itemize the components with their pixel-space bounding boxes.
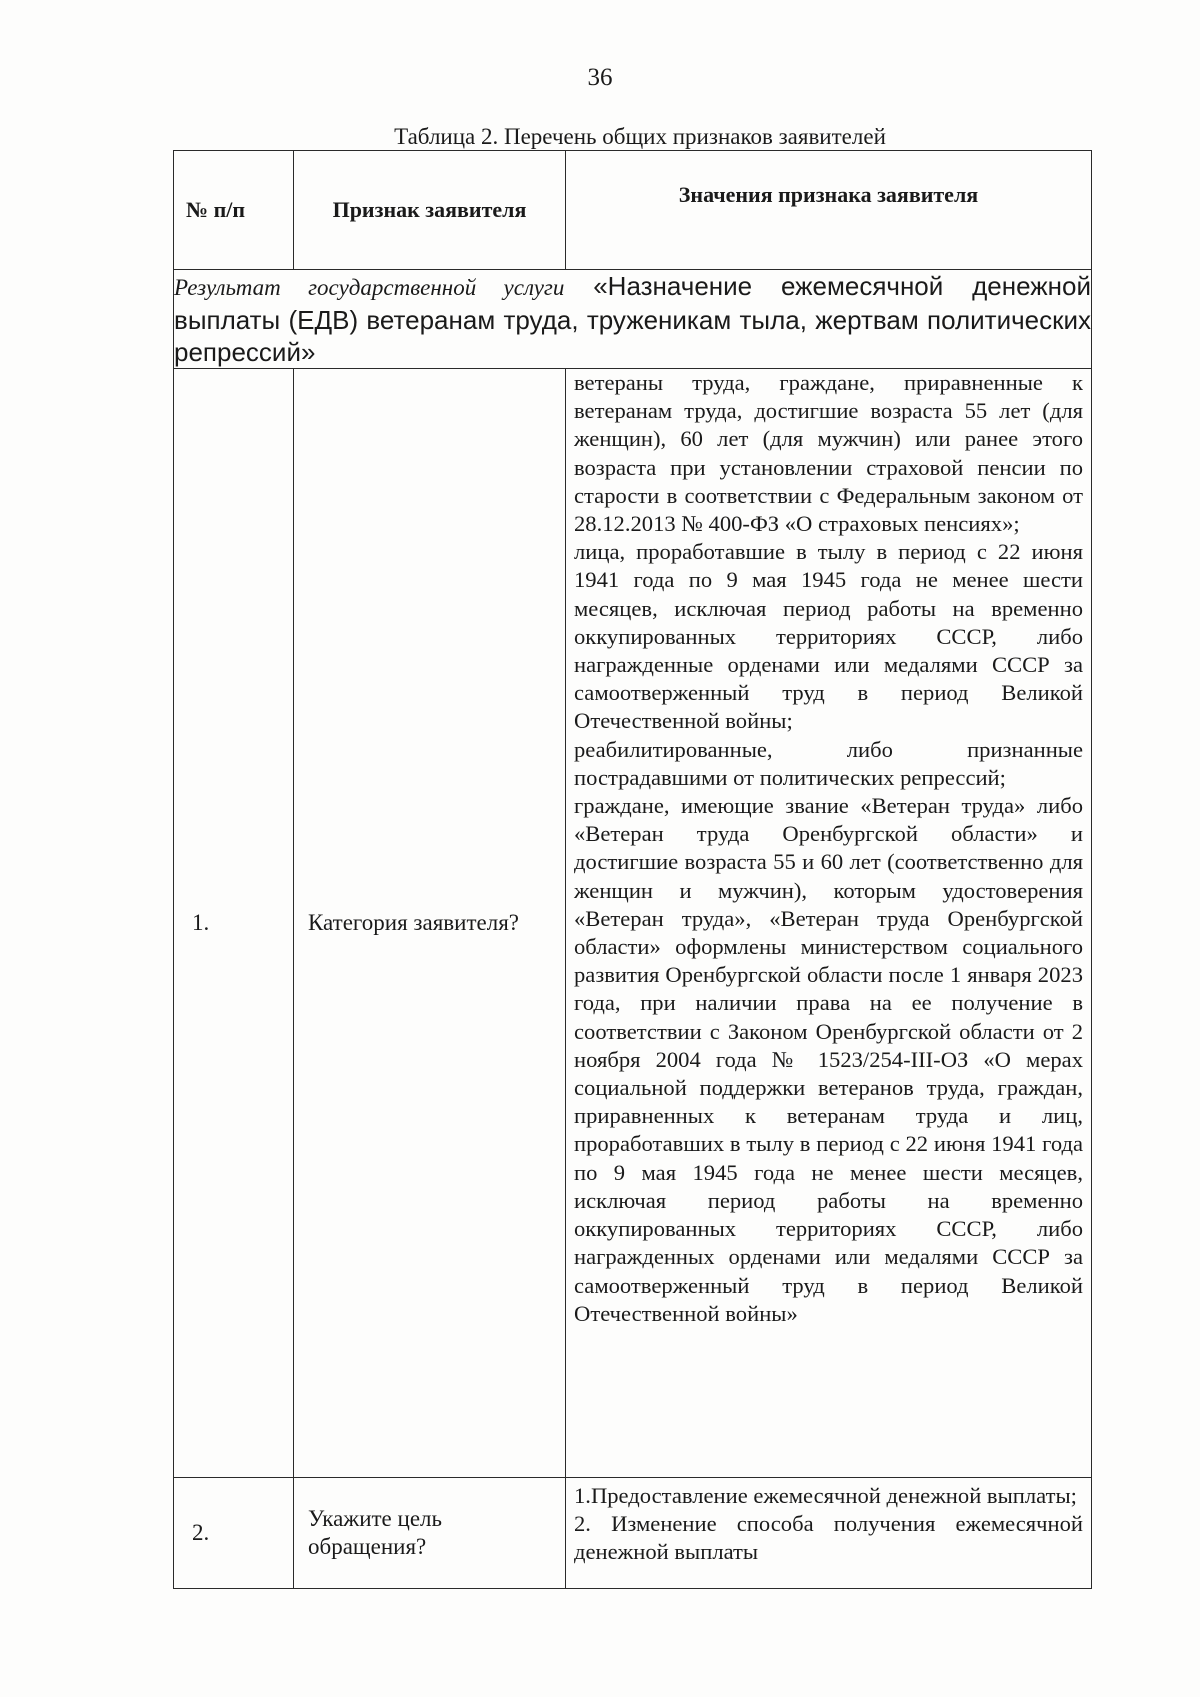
row-number: 2. [174, 1478, 294, 1589]
value-paragraph: ветераны труда, граждане, приравненные к ветеранам труда, достигшие возраста 55 лет (для женщин), 60 лет (для мужчин) или ранее этого возраста при установлении страховой пенсии по старости в соответствии с Федеральным законом от 28.12.2013 № 400-ФЗ «О страховых пенсиях»; [574, 370, 1083, 537]
row-attribute: Категория заявителя? [294, 369, 566, 1478]
service-result-cell [174, 270, 1092, 369]
header-num: № п/п [174, 151, 294, 270]
value-paragraph: реабилитированные, либо признанные пострадавшими от политических репрессий; [574, 736, 1083, 790]
table-row [174, 369, 1092, 1478]
page-number: 36 [587, 64, 613, 91]
header-attribute: Признак заявителя [294, 151, 566, 270]
service-result-lead: Результат государственной услуги [174, 275, 565, 300]
row-values [566, 1478, 1092, 1589]
row-number: 1. [174, 369, 294, 1478]
service-result-text: «Назначение ежемесячной денежной выплаты (ЕДВ) ветеранам труда, труженикам тыла, жертвам политических репрессий» [174, 271, 1091, 367]
row-attribute: Укажите цель обращения? [294, 1478, 566, 1589]
applicant-attributes-table [173, 150, 1092, 1589]
service-result-row [174, 270, 1092, 369]
value-paragraph: 2. Изменение способа получения ежемесячной денежной выплаты [574, 1511, 1083, 1565]
value-paragraph: лица, проработавшие в тылу в период с 22 июня 1941 года по 9 мая 1945 года не менее шести месяцев, исключая период работы на временно оккупированных территориях СССР, либо награжденные орденами или медалями СССР за самоотверженный труд в период Великой Отечественной войны; [574, 539, 1083, 734]
value-paragraph: граждане, имеющие звание «Ветеран труда» либо «Ветеран труда Оренбургской области» и достигшие возраста 55 и 60 лет (соответственно для женщин и мужчин), которым удостоверения «Ветеран труда», «Ветеран труда Оренбургской области» оформлены министерством социального развития Оренбургской области после 1 января 2023 года, при наличии права на ее получение в соответствии с Законом Оренбургской области от 2 ноября 2004 года № 1523/254-III-ОЗ «О мерах социальной поддержки ветеранов труда, граждан, приравненных к ветеранам труда и лиц, проработавших в тылу в период с 22 июня 1941 года по 9 мая 1945 года не менее шести месяцев, исключая период работы на временно оккупированных территориях СССР, либо награжденных орденами или медалями СССР за самоотверженный труд в период Великой Отечественной войны» [574, 793, 1083, 1326]
table-row [174, 1478, 1092, 1589]
row-values [566, 369, 1092, 1478]
header-values: Значения признака заявителя [566, 151, 1092, 270]
table-caption: Таблица 2. Перечень общих признаков заявителей [394, 124, 886, 149]
value-paragraph: 1.Предоставление ежемесячной денежной выплаты; [574, 1483, 1077, 1508]
table-header-row [174, 151, 1092, 270]
